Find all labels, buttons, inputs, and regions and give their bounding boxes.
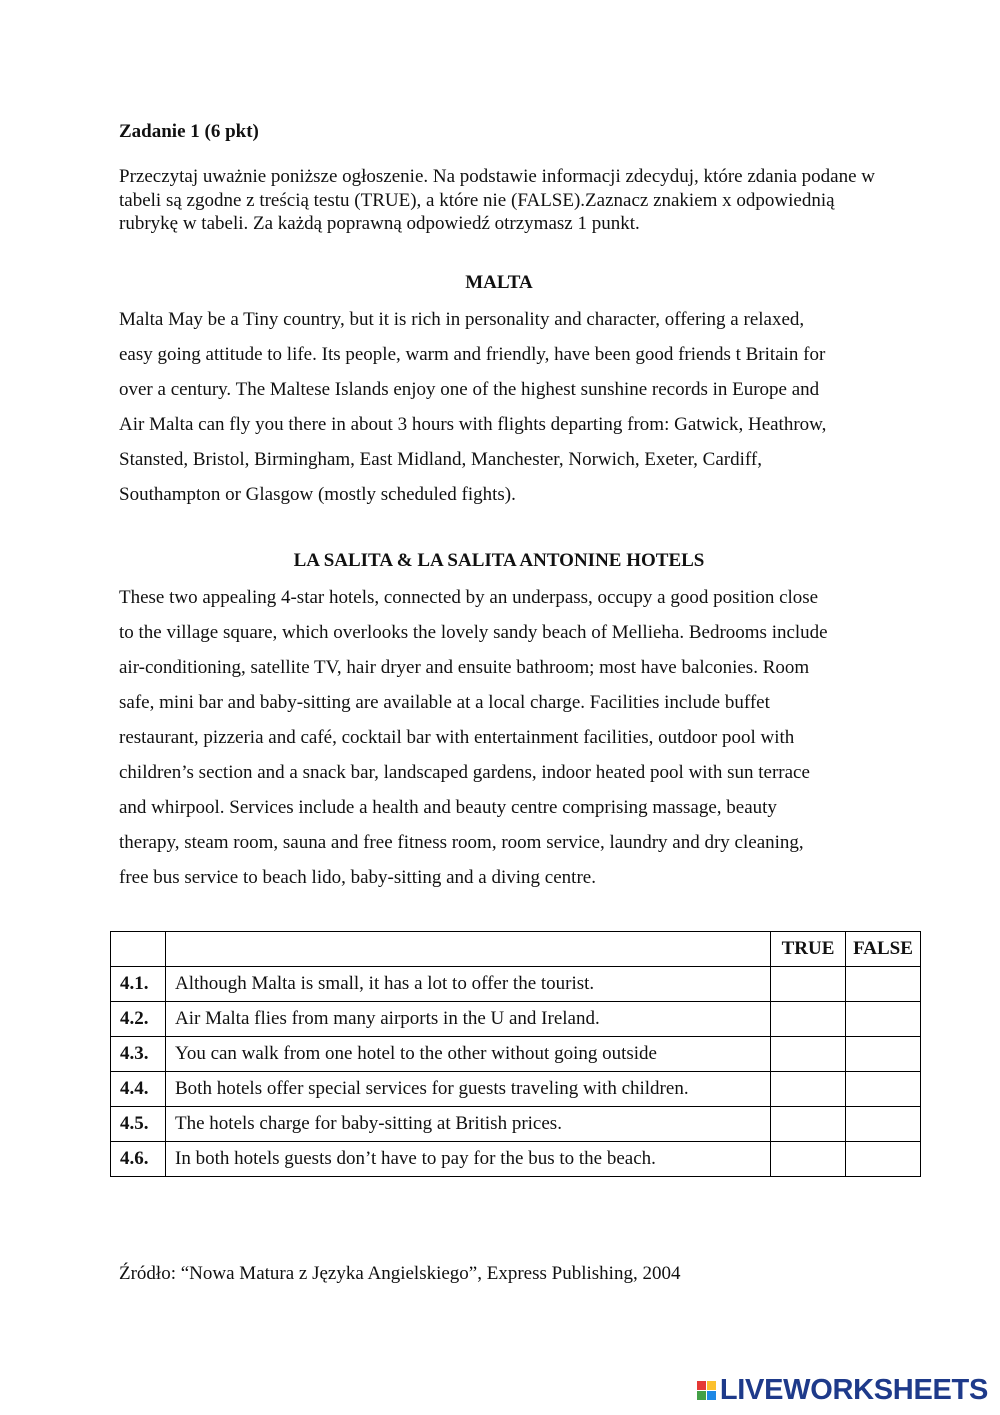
false-checkbox[interactable] — [846, 1107, 921, 1142]
header-num-cell — [111, 932, 166, 967]
text-line: and whirpool. Services include a health and beauty centre comprising massage, beauty — [119, 797, 777, 818]
true-checkbox[interactable] — [771, 1142, 846, 1177]
row-statement: Although Malta is small, it has a lot to offer the tourist. — [166, 967, 771, 1002]
row-number: 4.4. — [111, 1072, 166, 1107]
logo-square — [697, 1381, 706, 1390]
false-checkbox[interactable] — [846, 1142, 921, 1177]
logo-square — [697, 1391, 706, 1400]
task-instructions: Przeczytaj uważnie poniższe ogłoszenie. Na podstawie informacji zdecyduj, które zdania podane w tabeli są zgodne z treścią testu (TRUE), a które nie (FALSE).Zaznacz znakiem x odpowiednią rubrykę w tabeli. Za każdą poprawną odpowiedź otrzymasz 1 punkt. — [119, 166, 876, 234]
header-statement-cell — [166, 932, 771, 967]
text-line: easy going attitude to life. Its people, warm and friendly, have been good friends t Britain for — [119, 344, 826, 365]
table-row — [111, 967, 921, 1002]
text-line: air-conditioning, satellite TV, hair dryer and ensuite bathroom; most have balconies. Room — [119, 657, 810, 678]
table-row — [111, 1002, 921, 1037]
table-row — [111, 1072, 921, 1107]
text-line: Malta May be a Tiny country, but it is rich in personality and character, offering a relaxed, — [119, 309, 805, 330]
source-citation: Źródło: “Nowa Matura z Języka Angielskiego”, Express Publishing, 2004 — [119, 1263, 681, 1284]
text-line: over a century. The Maltese Islands enjoy one of the highest sunshine records in Europe and — [119, 379, 820, 400]
table-row — [111, 1107, 921, 1142]
text-line: Air Malta can fly you there in about 3 hours with flights departing from: Gatwick, Heathrow, — [119, 414, 827, 435]
row-statement: In both hotels guests don’t have to pay for the bus to the beach. — [166, 1142, 771, 1177]
table-header-row — [111, 932, 921, 967]
true-checkbox[interactable] — [771, 1002, 846, 1037]
text-line: safe, mini bar and baby-sitting are available at a local charge. Facilities include buffet — [119, 692, 770, 713]
true-checkbox[interactable] — [771, 1072, 846, 1107]
logo-text: LIVEWORKSHEETS — [719, 1374, 988, 1406]
row-statement: Both hotels offer special services for guests traveling with children. — [166, 1072, 771, 1107]
table-row — [111, 1142, 921, 1177]
text-line: Stansted, Bristol, Birmingham, East Midland, Manchester, Norwich, Exeter, Cardiff, — [119, 449, 762, 470]
text-line: Southampton or Glasgow (mostly scheduled fights). — [119, 484, 516, 505]
row-statement: Air Malta flies from many airports in the U and Ireland. — [166, 1002, 771, 1037]
header-false: FALSE — [846, 932, 921, 967]
table-row — [111, 1037, 921, 1072]
true-checkbox[interactable] — [771, 1037, 846, 1072]
logo-grid-icon — [697, 1381, 716, 1400]
false-checkbox[interactable] — [846, 967, 921, 1002]
row-number: 4.5. — [111, 1107, 166, 1142]
logo-square — [707, 1381, 716, 1390]
true-checkbox[interactable] — [771, 1107, 846, 1142]
text-line: therapy, steam room, sauna and free fitness room, room service, laundry and dry cleaning, — [119, 832, 804, 853]
header-true: TRUE — [771, 932, 846, 967]
text-line: restaurant, pizzeria and café, cocktail bar with entertainment facilities, outdoor pool with — [119, 727, 795, 748]
row-number: 4.1. — [111, 967, 166, 1002]
row-statement: You can walk from one hotel to the other without going outside — [166, 1037, 771, 1072]
text-line: to the village square, which overlooks the lovely sandy beach of Mellieha. Bedrooms include — [119, 622, 828, 643]
malta-text — [119, 302, 879, 512]
row-statement: The hotels charge for baby-sitting at British prices. — [166, 1107, 771, 1142]
logo-square — [707, 1391, 716, 1400]
hotels-text — [119, 580, 879, 895]
text-line: children’s section and a snack bar, landscaped gardens, indoor heated pool with sun terrace — [119, 762, 810, 783]
true-checkbox[interactable] — [771, 967, 846, 1002]
false-checkbox[interactable] — [846, 1037, 921, 1072]
row-number: 4.2. — [111, 1002, 166, 1037]
answer-table — [110, 931, 921, 1177]
false-checkbox[interactable] — [846, 1072, 921, 1107]
text-line: free bus service to beach lido, baby-sitting and a diving centre. — [119, 867, 596, 888]
liveworksheets-logo — [697, 1374, 988, 1407]
text-line: These two appealing 4-star hotels, connected by an underpass, occupy a good position close — [119, 587, 819, 608]
false-checkbox[interactable] — [846, 1002, 921, 1037]
row-number: 4.6. — [111, 1142, 166, 1177]
row-number: 4.3. — [111, 1037, 166, 1072]
hotels-heading: LA SALITA & LA SALITA ANTONINE HOTELS — [293, 550, 705, 571]
malta-heading: MALTA — [465, 272, 533, 293]
task-title: Zadanie 1 (6 pkt) — [119, 121, 259, 142]
